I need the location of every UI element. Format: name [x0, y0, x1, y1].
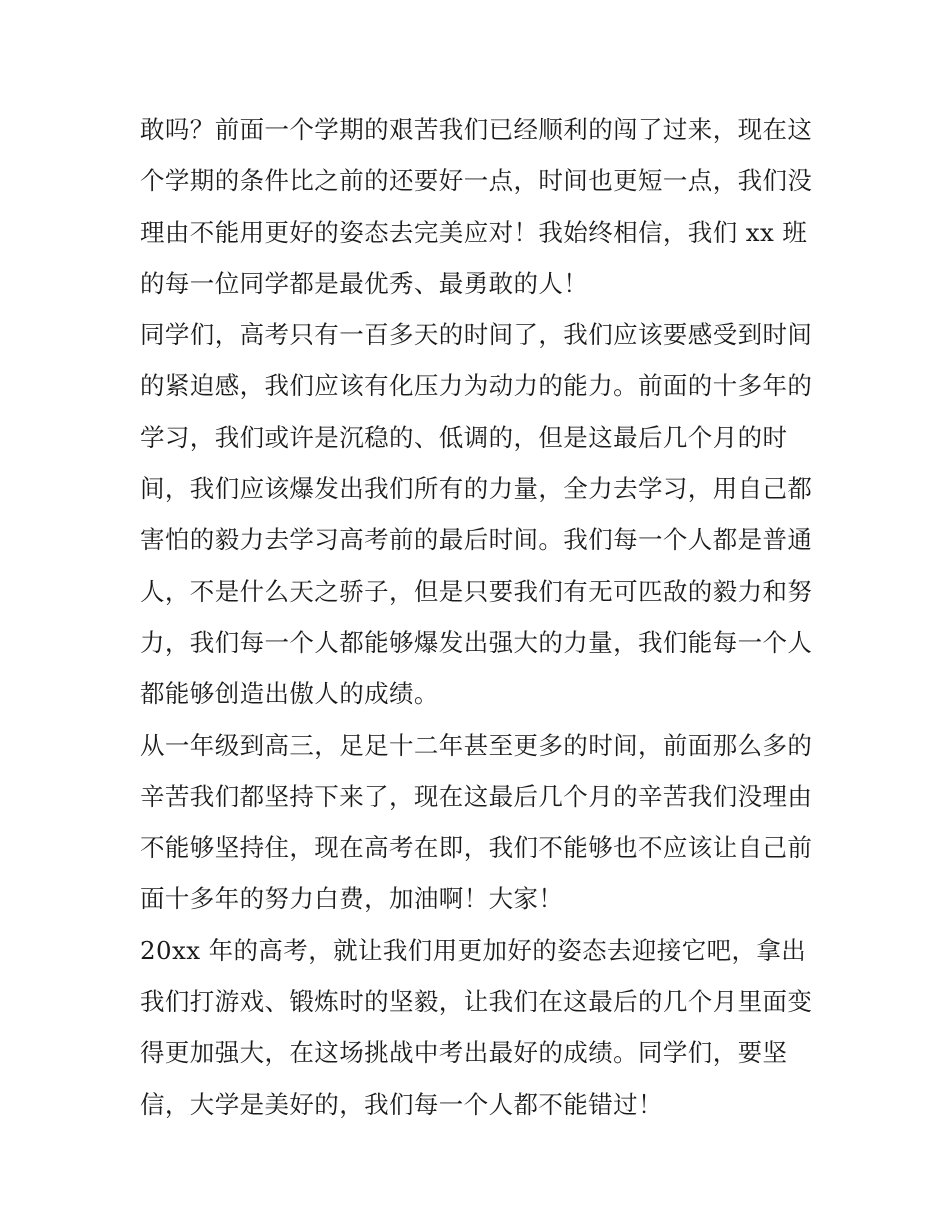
text-line: 个学期的条件比之前的还要好一点，时间也更短一点，我们没	[140, 166, 813, 196]
text-line: 的紧迫感，我们应该有化压力为动力的能力。前面的十多年的	[140, 371, 813, 401]
text-line: 信，大学是美好的，我们每一个人都不能错过！	[140, 1089, 663, 1119]
text-line: 害怕的毅力去学习高考前的最后时间。我们每一个人都是普通	[140, 525, 813, 555]
text-line: 20xx 年的高考，就让我们用更加好的姿态去迎接它吧，拿出	[140, 935, 807, 965]
text-line: 敢吗？前面一个学期的艰苦我们已经顺利的闯了过来，现在这	[140, 115, 813, 144]
text-line: 面十多年的努力白费，加油啊！大家！	[140, 884, 564, 914]
paragraph-1	[140, 104, 816, 309]
text-line: 理由不能用更好的姿态去完美应对！我始终相信，我们 xx 班	[140, 217, 808, 247]
document-body	[140, 104, 816, 1130]
text-line: 力，我们每一个人都能够爆发出强大的力量，我们能每一个人	[140, 627, 813, 657]
text-line: 从一年级到高三，足足十二年甚至更多的时间，前面那么多的	[140, 730, 813, 760]
text-line: 人，不是什么天之骄子，但是只要我们有无可匹敌的毅力和努	[140, 576, 813, 606]
text-line: 间，我们应该爆发出我们所有的力量，全力去学习，用自己都	[140, 474, 813, 504]
paragraph-2	[140, 309, 816, 719]
text-line: 学习，我们或许是沉稳的、低调的，但是这最后几个月的时	[140, 422, 788, 452]
text-line: 得更加强大，在这场挑战中考出最好的成绩。同学们，要坚	[140, 1038, 788, 1068]
text-line: 辛苦我们都坚持下来了，现在这最后几个月的辛苦我们没理由	[140, 781, 813, 811]
text-line: 的每一位同学都是最优秀、最勇敢的人！	[140, 268, 589, 298]
text-line: 我们打游戏、锻炼时的坚毅，让我们在这最后的几个月里面变	[140, 987, 813, 1017]
paragraph-3	[140, 720, 816, 925]
text-line: 都能够创造出傲人的成绩。	[140, 679, 439, 709]
paragraph-4	[140, 925, 816, 1130]
text-line: 不能够坚持住，现在高考在即，我们不能够也不应该让自己前	[140, 833, 813, 863]
text-line: 同学们，高考只有一百多天的时间了，我们应该要感受到时间	[140, 320, 813, 350]
